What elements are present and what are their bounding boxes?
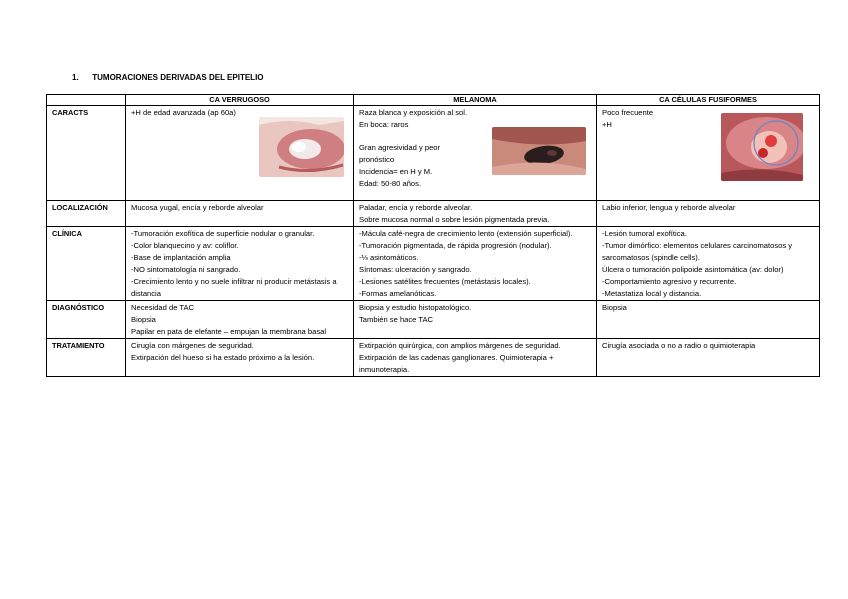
table-header-row [47,95,820,106]
lip-lesion-photo [721,113,803,181]
row-label: CLÍNICA [47,227,126,301]
cell-line: Poco frecuente [602,108,654,117]
cell-line: También se hace TAC [359,315,434,324]
row-label: LOCALIZACIÓN [47,201,126,227]
cell-line: -Tumoración exofítica de superficie nodular o granular. [131,229,315,238]
cell-line: Biopsia [131,315,156,324]
table-cell [126,201,354,227]
section-heading [72,73,264,82]
cell-line: Biopsia y estudio histopatológico. [359,303,472,312]
cell-line: Extirpación del hueso si ha estado próximo a la lesión. [131,353,315,362]
cell-line: Síntomas: ulceración y sangrado. [359,265,472,274]
table-cell [354,106,597,201]
tumors-table [46,94,820,377]
cell-line: Cirugía con márgenes de seguridad. [131,341,254,350]
table-row-localizacion [47,201,820,227]
cell-line: -NO sintomatología ni sangrado. [131,265,241,274]
cell-line: -Mácula café-negra de crecimiento lento (extensión superficial). [359,229,573,238]
table-row-caracts [47,106,820,201]
cell-line: -Metastatiza local y distancia. [602,289,702,298]
cell-line: Extirpación quirúrgica, con amplios márgenes de seguridad. [359,341,561,350]
table-cell [126,301,354,339]
cell-line: Papilar en pata de elefante – empujan la membrana basal [131,327,327,336]
cell-line: pronóstico [359,155,395,164]
cell-line: -Tumoración pigmentada, de rápida progresión (nodular). [359,241,552,250]
table-cell [126,227,354,301]
cell-line: +H de edad avanzada (ap 60a) [131,108,236,117]
row-label: DIAGNÓSTICO [47,301,126,339]
header-empty [47,95,126,106]
table-row-diagnostico [47,301,820,339]
header-ca-verrugoso: CA VERRUGOSO [126,95,354,106]
table-cell [354,201,597,227]
oral-melanoma-photo [492,127,586,175]
cell-line: Cirugía asociada o no a radio o quimioterapia [602,341,756,350]
cell-line: En boca: raros [359,120,409,129]
table-cell [597,106,820,201]
cell-line: Úlcera o tumoración polipoide asintomática (av: dolor) [602,265,784,274]
cell-line: Raza blanca y exposición al sol. [359,108,468,117]
cell-line: Extirpación de las cadenas ganglionares. Quimioterapia + inmunoterapia. [359,353,554,374]
table-cell [597,201,820,227]
cell-line: Sobre mucosa normal o sobre lesión pigmentada previa. [359,215,550,224]
table-cell [126,339,354,377]
row-label: TRATAMIENTO [47,339,126,377]
table-cell [597,339,820,377]
section-number: 1. [72,73,79,82]
table-cell [354,227,597,301]
cell-line: Gran agresividad y peor [359,143,441,152]
cell-line: Biopsia [602,303,627,312]
tongue-lesion-photo [259,117,344,177]
cell-line: Edad: 50-80 años. [359,179,422,188]
cell-line: -Crecimiento lento y no suele infiltrar ni producir metástasis a distancia [131,277,337,298]
cell-line: +H [602,120,612,129]
cell-line: Mucosa yugal, encía y reborde alveolar [131,203,264,212]
cell-line: -Color blanquecino y av: coliflor. [131,241,239,250]
cell-line: -Lesiones satélites frecuentes (metástasis locales). [359,277,531,286]
table-cell [354,301,597,339]
cell-line: -Lesión tumoral exofítica. [602,229,687,238]
header-melanoma: MELANOMA [354,95,597,106]
section-title: TUMORACIONES DERIVADAS DEL EPITELIO [92,73,264,82]
table-cell [126,106,354,201]
cell-line: -Base de implantación amplia [131,253,231,262]
table-cell [354,339,597,377]
cell-line: Necesidad de TAC [131,303,195,312]
cell-line: Paladar, encía y reborde alveolar. [359,203,473,212]
cell-line: -Formas amelanóticas. [359,289,437,298]
table-row-clinica [47,227,820,301]
cell-line: Labio inferior, lengua y reborde alveolar [602,203,736,212]
table-row-tratamiento [47,339,820,377]
cell-line: -⅓ asintomáticos. [359,253,419,262]
cell-line: -Tumor dimórfico: elementos celulares carcinomatosos y sarcomatosos (spindle cells). [602,241,793,262]
header-ca-celulas-fusiformes: CA CÉLULAS FUSIFORMES [597,95,820,106]
cell-line: -Comportamiento agresivo y recurrente. [602,277,737,286]
row-label: CARACTS [47,106,126,201]
table-cell [597,301,820,339]
table-cell [597,227,820,301]
cell-line: Incidencia= en H y M. [359,167,433,176]
